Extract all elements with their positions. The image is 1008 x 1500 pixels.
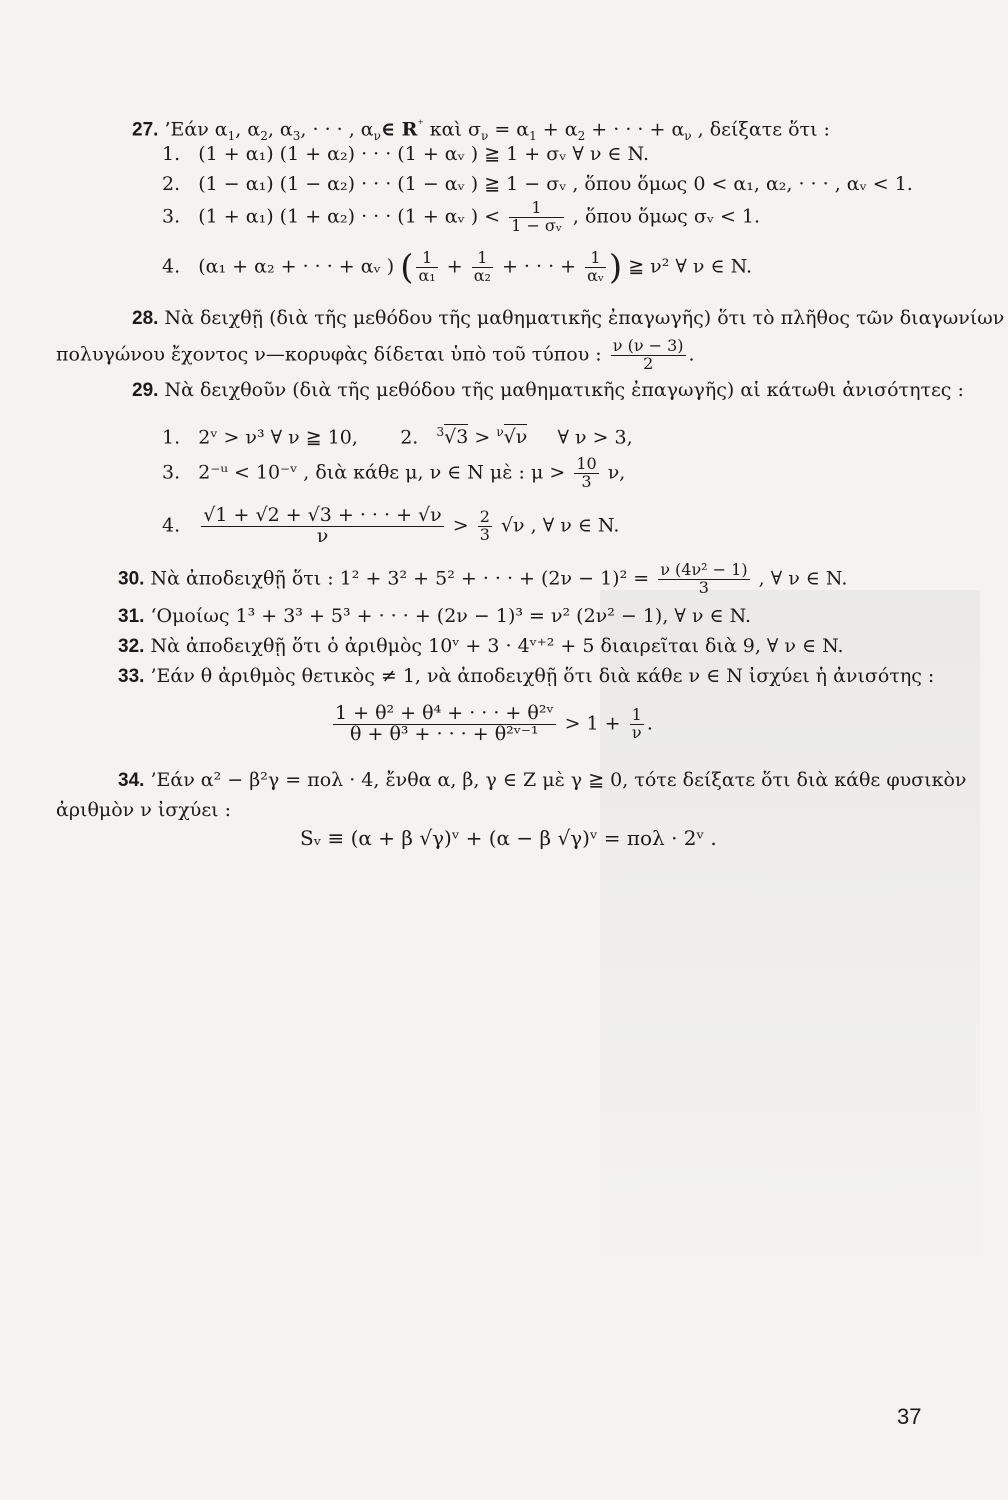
numerator: 1 bbox=[509, 200, 564, 218]
problem-number: 30. bbox=[118, 568, 145, 590]
item-tail: ν, bbox=[607, 461, 626, 484]
p27-sub: 2 bbox=[260, 129, 268, 144]
fraction bbox=[472, 250, 493, 285]
problem-text: ‘Ομοίως 1³ + 3³ + 5³ + · · · + (2ν − 1)³ = ν² (2ν² − 1), ∀ ν ∈ N. bbox=[150, 605, 752, 627]
p27-intro-j: = α bbox=[488, 118, 530, 141]
p27-intro-n: , δείξατε ὅτι : bbox=[691, 118, 830, 141]
radical: √ν bbox=[503, 426, 528, 449]
problem-number: 33. bbox=[118, 666, 145, 687]
bleed-through-shadow bbox=[600, 590, 980, 1290]
greater-sign: > bbox=[452, 514, 469, 537]
fraction bbox=[201, 506, 443, 547]
numerator: √1 + √2 + √3 + · · · + √ν bbox=[203, 504, 442, 526]
item-tail: ∀ ν > 3, bbox=[557, 426, 633, 449]
p27-sub: 1 bbox=[529, 129, 537, 144]
numerator: 1 bbox=[472, 250, 493, 268]
item-tail: ≧ ν² ∀ ν ∈ N. bbox=[628, 255, 753, 278]
denominator: α₁ bbox=[418, 265, 436, 285]
problem-31 bbox=[118, 604, 751, 629]
fraction bbox=[658, 562, 749, 597]
denominator: αᵥ bbox=[587, 265, 604, 285]
numerator: 2 bbox=[479, 507, 490, 527]
fraction bbox=[574, 456, 598, 491]
problem-28-line-2 bbox=[56, 338, 695, 373]
item-label: 2. bbox=[400, 426, 419, 449]
denominator: ν bbox=[631, 722, 642, 742]
fraction bbox=[585, 250, 606, 285]
problem-33-line-1 bbox=[118, 664, 934, 689]
problem-34-line-1 bbox=[118, 768, 966, 793]
plus-sign: + bbox=[446, 255, 463, 278]
denominator: 3 bbox=[479, 524, 490, 544]
radical-index: ν bbox=[496, 425, 504, 439]
fraction bbox=[630, 707, 644, 742]
p27-intro-h: καὶ σ bbox=[423, 118, 481, 141]
item-text: (1 + α₁) (1 + α₂) · · · (1 + αᵥ ) ≧ 1 + σᵥ ∀ ν ∈ N. bbox=[198, 143, 649, 165]
item-text: 2⁻ᵘ < 10⁻ᵛ , διὰ κάθε μ, ν ∈ N μὲ : μ > bbox=[198, 461, 566, 484]
p27-intro-k: + α bbox=[536, 118, 578, 141]
p27-sub: 2 bbox=[577, 129, 586, 144]
denominator: α₂ bbox=[473, 265, 491, 285]
item-label: 4. bbox=[162, 255, 181, 278]
p27-sub: 3 bbox=[292, 129, 301, 144]
p27-sub: ν bbox=[373, 129, 381, 144]
denominator: 3 bbox=[698, 577, 709, 597]
denominator: 1 − σᵥ bbox=[511, 215, 562, 235]
p27-item-4 bbox=[162, 247, 753, 288]
problem-33-formula bbox=[330, 704, 653, 745]
problem-34-line-2 bbox=[56, 798, 231, 822]
numerator: 1 bbox=[585, 250, 606, 268]
fraction bbox=[611, 338, 686, 373]
item-label: 3. bbox=[162, 461, 181, 484]
item-label: 4. bbox=[162, 514, 181, 537]
right-paren: ) bbox=[608, 247, 623, 288]
period: . bbox=[688, 343, 695, 366]
numerator: ν (ν − 3) bbox=[612, 336, 684, 355]
p27-sub: ν bbox=[480, 129, 489, 144]
denominator: 3 bbox=[581, 471, 592, 491]
p27-sub: ν bbox=[684, 129, 692, 144]
problem-number: 29. bbox=[132, 380, 159, 401]
item-label: 2. bbox=[162, 173, 181, 195]
page-number: 37 bbox=[897, 1404, 922, 1429]
p27-intro-b: , α bbox=[235, 118, 261, 141]
problem-number: 31. bbox=[118, 606, 145, 627]
problem-number: 28. bbox=[132, 308, 159, 329]
fraction bbox=[416, 250, 437, 285]
radical-index: 3 bbox=[436, 425, 445, 439]
problem-30 bbox=[118, 562, 847, 597]
fraction bbox=[333, 704, 556, 745]
numerator: 1 + θ² + θ⁴ + · · · + θ²ᵛ bbox=[335, 702, 554, 724]
fraction bbox=[478, 509, 492, 544]
radical: √3 bbox=[444, 426, 469, 449]
greater-sign: > 1 + bbox=[564, 712, 621, 735]
p27-intro-a: ’Εάν α bbox=[164, 118, 228, 141]
problem-28-line-1 bbox=[132, 306, 1004, 331]
item-tail: , ὅπου ὅμως σᵥ < 1. bbox=[572, 205, 761, 228]
problem-29-line-1 bbox=[132, 378, 964, 403]
numerator: 1 bbox=[416, 250, 437, 268]
item-text: 2ᵛ > ν³ ∀ ν ≧ 10, bbox=[198, 426, 358, 449]
item-text: (1 − α₁) (1 − α₂) · · · (1 − αᵥ ) ≧ 1 − σᵥ , ὅπου ὅμως 0 < α₁, α₂, · · · , αᵥ < 1. bbox=[198, 173, 913, 195]
denominator: θ + θ³ + · · · + θ²ᵛ⁻¹ bbox=[350, 722, 539, 745]
p27-intro-g: ⁺ bbox=[417, 117, 424, 131]
item-text: (α₁ + α₂ + · · · + αᵥ ) bbox=[198, 255, 395, 278]
ellipsis: + · · · + bbox=[501, 255, 577, 278]
item-label: 3. bbox=[162, 205, 181, 228]
p27-item-3 bbox=[162, 200, 760, 235]
period: . bbox=[646, 712, 653, 735]
denominator: 2 bbox=[643, 353, 654, 373]
p27-intro-l: + · · · + α bbox=[585, 118, 685, 141]
problem-32 bbox=[118, 634, 844, 659]
problem-text: Νὰ ἀποδειχθῇ ὅτι ὁ ἀριθμὸς 10ᵛ + 3 · 4ᵛ⁺² + 5 διαιρεῖται διὰ 9, ∀ ν ∈ N. bbox=[150, 635, 844, 657]
greater-sign: > bbox=[474, 426, 491, 449]
problem-text: ἀριθμὸν ν ἰσχύει : bbox=[56, 799, 232, 821]
numerator: 1 bbox=[631, 705, 642, 725]
problem-text: Νὰ δειχθῇ (διὰ τῆς μεθόδου τῆς μαθηματικῆς ἐπαγωγῆς) ὅτι τὸ πλῆθος τῶν διαγωνίων bbox=[164, 307, 1005, 329]
p29-item-3 bbox=[162, 456, 625, 491]
numerator: ν (4ν² − 1) bbox=[660, 560, 748, 579]
item-tail: √ν , ∀ ν ∈ N. bbox=[500, 514, 620, 537]
formula: Sᵥ ≡ (α + β √γ)ᵛ + (α − β √γ)ᵛ = πολ · 2ᵛ . bbox=[300, 826, 717, 850]
problem-text: ’Εάν θ ἀριθμὸς θετικὸς ≠ 1, νὰ ἀποδειχθῇ ὅτι διὰ κάθε ν ∈ N ἰσχύει ἡ ἀνισότης : bbox=[150, 665, 935, 687]
problem-text: ’Εάν α² − β²γ = πολ · 4, ἔνθα α, β, γ ∈ Z μὲ γ ≧ 0, τότε δείξατε ὅτι διὰ κάθε φυσικὸν bbox=[150, 769, 967, 791]
problem-text: Νὰ δειχθοῦν (διὰ τῆς μεθόδου τῆς μαθηματικῆς ἐπαγωγῆς) αἱ κάτωθι ἀνισότητες : bbox=[164, 379, 964, 401]
fraction bbox=[509, 200, 564, 235]
item-label: 1. bbox=[162, 143, 181, 165]
denominator: ν bbox=[316, 524, 329, 547]
numerator: 10 bbox=[576, 454, 597, 473]
item-text: (1 + α₁) (1 + α₂) · · · (1 + αᵥ ) < bbox=[198, 205, 501, 228]
p27-item-2 bbox=[162, 172, 913, 196]
p29-item-4 bbox=[162, 506, 619, 547]
left-paren: ( bbox=[400, 247, 414, 288]
p27-intro-d: , · · · , α bbox=[300, 118, 374, 141]
p27-sub: 1 bbox=[227, 129, 236, 144]
problem-tail: , ∀ ν ∈ N. bbox=[758, 567, 848, 590]
p29-item-1-2 bbox=[162, 420, 633, 449]
p27-intro-c: , α bbox=[267, 118, 293, 141]
problem-text: Νὰ ἀποδειχθῇ ὅτι : 1² + 3² + 5² + · · · + (2ν − 1)² = bbox=[150, 567, 650, 590]
problem-number: 32. bbox=[118, 636, 145, 657]
item-label: 1. bbox=[162, 426, 181, 449]
p27-item-1 bbox=[162, 142, 649, 166]
problem-number: 27. bbox=[132, 119, 159, 141]
problem-34-formula bbox=[300, 826, 717, 850]
problem-text: πολυγώνου ἔχοντος ν—κορυφὰς δίδεται ὑπὸ τοῦ τύπου : bbox=[56, 343, 602, 366]
problem-number: 34. bbox=[118, 770, 145, 791]
p27-intro-f: ∈ R bbox=[380, 118, 418, 141]
